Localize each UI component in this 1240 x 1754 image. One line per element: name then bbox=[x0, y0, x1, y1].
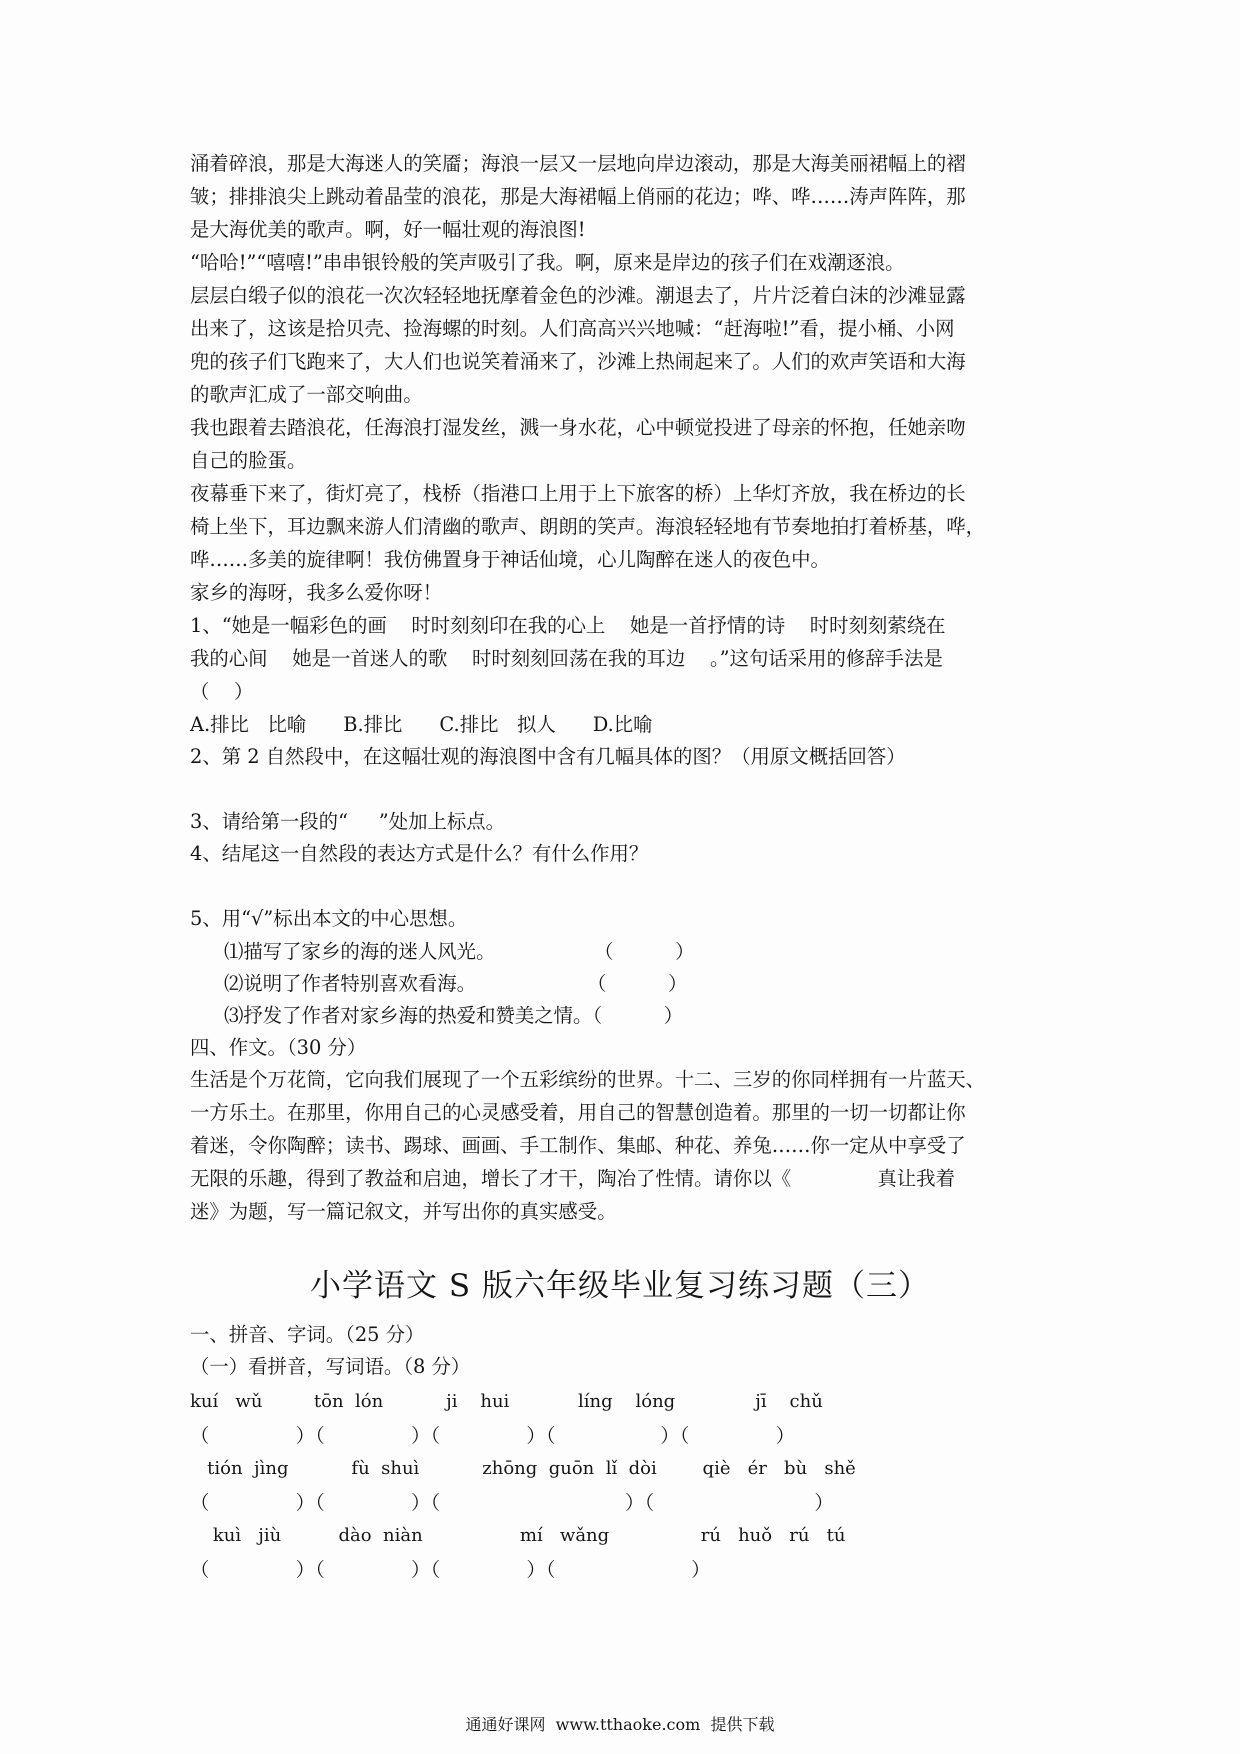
exam-title: 小学语文 S 版六年级毕业复习练习题（三） bbox=[310, 1268, 930, 1304]
passage-line: 夜幕垂下来了，街灯亮了，栈桥（指港口上用于上下旅客的桥）上华灯齐放，我在桥边的长 bbox=[190, 482, 966, 505]
composition-line: 一方乐土。在那里，你用自己的心灵感受着，用自己的智慧创造着。那里的一切一切都让你 bbox=[190, 1101, 966, 1124]
passage-line: 自己的脸蛋。 bbox=[190, 449, 307, 472]
question-5-option: ⑵说明了作者特别喜欢看海。 （ ） bbox=[224, 972, 688, 995]
passage-line: 是大海优美的歌声。啊，好一幅壮观的海浪图! bbox=[190, 218, 586, 241]
passage-line: 出来了，这该是拾贝壳、捡海螺的时刻。人们高高兴兴地喊：“赶海啦!”看，提小桶、小网 bbox=[190, 317, 955, 340]
section-heading: 四、作文。（30 分） bbox=[190, 1036, 367, 1059]
passage-line: 涌着碎浪，那是大海迷人的笑靥；海浪一层又一层地向岸边滚动，那是大海美丽裙幅上的褶 bbox=[190, 152, 966, 175]
question-4: 4、结尾这一自然段的表达方式是什么？有什么作用？ bbox=[190, 842, 649, 865]
passage-line: 层层白缎子似的浪花一次次轻轻地抚摩着金色的沙滩。潮退去了，片片泛着白沫的沙滩显露 bbox=[190, 284, 966, 307]
passage-line: 家乡的海呀，我多么爱你呀！ bbox=[190, 581, 443, 604]
pinyin-row: kuì jiù dào niàn mí wǎng rú huǒ rú tú bbox=[190, 1525, 846, 1546]
passage-line: 兜的孩子们飞跑来了，大人们也说笑着涌来了，沙滩上热闹起来了。人们的欢声笑语和大海 bbox=[190, 350, 966, 373]
question-1: 1、“她是一幅彩色的画 时时刻刻印在我的心上 她是一首抒情的诗 时时刻刻萦绕在 bbox=[190, 614, 946, 637]
passage-line: 椅上坐下，耳边飘来游人们清幽的歌声、朗朗的笑声。海浪轻轻地有节奏地拍打着桥基，哗， bbox=[190, 515, 986, 538]
question-5-option: ⑴描写了家乡的海的迷人风光。 （ ） bbox=[224, 940, 695, 963]
answer-blank: （ ） bbox=[190, 680, 254, 703]
passage-line: “哈哈!”“嘻嘻!”串串银铃般的笑声吸引了我。啊，原来是岸边的孩子们在戏潮逐浪。 bbox=[190, 251, 905, 274]
composition-line: 着迷，令你陶醉；读书、踢球、画画、手工制作、集邮、种花、养兔……你一定从中享受了 bbox=[190, 1134, 966, 1157]
question-2: 2、第 2 自然段中，在这幅壮观的海浪图中含有几幅具体的图？（用原文概括回答） bbox=[190, 745, 906, 768]
composition-line: 迷》为题，写一篇记叙文，并写出你的真实感受。 bbox=[190, 1200, 617, 1223]
answer-blank-row: （ ）（ ）（ ）（ ）（ ） bbox=[190, 1424, 796, 1447]
pinyin-row: kuí wǔ tōn lón ji hui líng lóng jī chǔ bbox=[190, 1391, 823, 1412]
section-heading: 一、拼音、字词。（25 分） bbox=[190, 1323, 425, 1346]
answer-blank-row: （ ）（ ）（ ）（ ） bbox=[190, 1558, 711, 1581]
passage-line: 皱；排排浪尖上跳动着晶莹的浪花，那是大海裙幅上俏丽的花边；哗、哗……涛声阵阵，那 bbox=[190, 185, 966, 208]
question-3: 3、请给第一段的“ ”处加上标点。 bbox=[190, 810, 506, 833]
passage-line: 哗……多美的旋律啊！我仿佛置身于神话仙境，心儿陶醉在迷人的夜色中。 bbox=[190, 548, 830, 571]
composition-line: 生活是个万花筒，它向我们展现了一个五彩缤纷的世界。十二、三岁的你同样拥有一片蓝天、 bbox=[190, 1068, 986, 1091]
answer-blank-row: （ ）（ ）（ ）（ ） bbox=[190, 1491, 834, 1514]
question-5: 5、用“√”标出本文的中心思想。 bbox=[190, 907, 468, 930]
pinyin-row: tión jìng fù shuì zhōng guōn lǐ dòi qiè ér bù shě bbox=[190, 1458, 856, 1479]
question-5-option: ⑶抒发了作者对家乡海的热爱和赞美之情。（ ） bbox=[224, 1004, 684, 1027]
footer-watermark: 通通好课网 www.tthaoke.com 提供下载 bbox=[465, 1715, 775, 1734]
passage-line: 我也跟着去踏浪花，任海浪打湿发丝，溅一身水花，心中顿觉投进了母亲的怀抱，任她亲吻 bbox=[190, 416, 966, 439]
passage-line: 的歌声汇成了一部交响曲。 bbox=[190, 383, 423, 406]
subsection-heading: （一）看拼音，写词语。（8 分） bbox=[190, 1355, 471, 1378]
question-1-options: A.排比 比喻 B.排比 C.排比 拟人 D.比喻 bbox=[190, 713, 653, 736]
question-1-line: 我的心间 她是一首迷人的歌 时时刻刻回荡在我的耳边 。”这句话采用的修辞手法是 bbox=[190, 647, 943, 670]
composition-line: 无限的乐趣，得到了教益和启迪，增长了才干，陶冶了性情。请你以《 真让我着 bbox=[190, 1167, 955, 1190]
